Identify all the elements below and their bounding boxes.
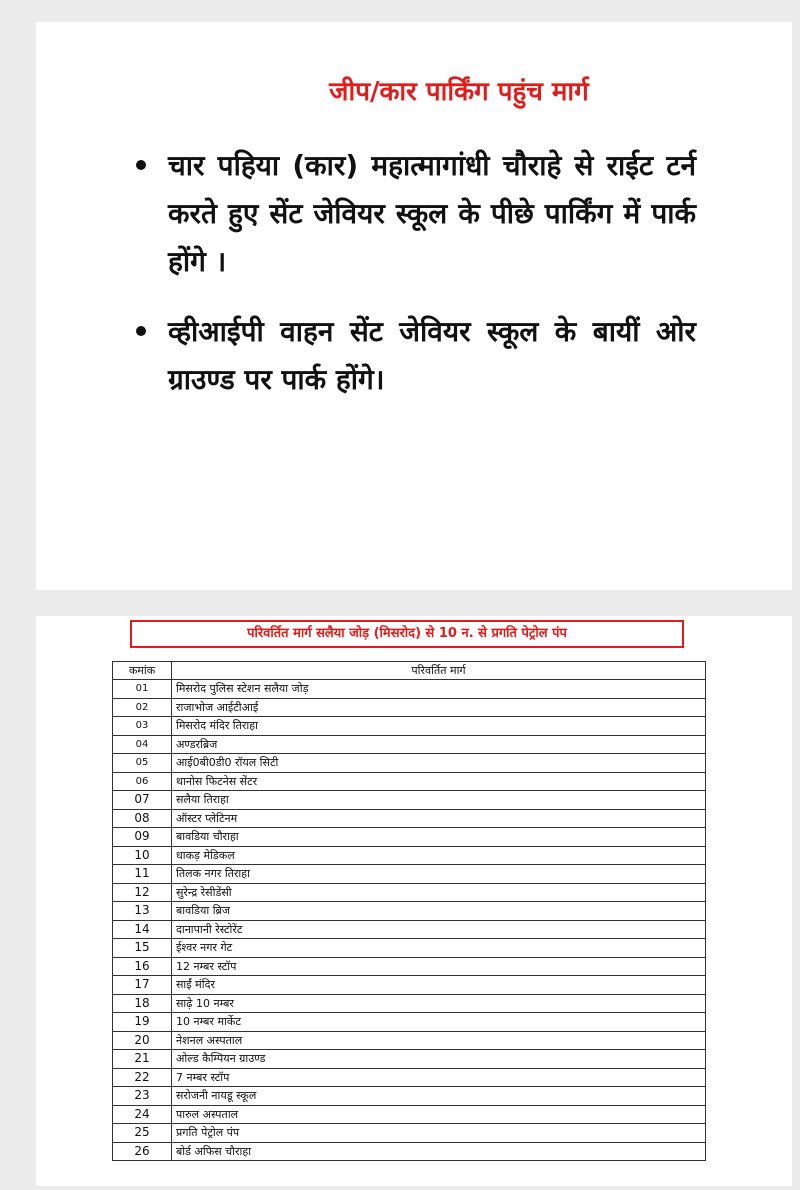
serial-number: 13 <box>113 902 172 921</box>
serial-number: 25 <box>113 1124 172 1143</box>
route-name: सलैया तिराहा <box>172 791 706 810</box>
table-row <box>113 1068 706 1087</box>
table-row <box>113 883 706 902</box>
route-rows <box>113 680 706 1161</box>
serial-number: 06 <box>113 772 172 791</box>
table-header-row <box>113 662 706 680</box>
table-row <box>113 957 706 976</box>
table-row <box>113 1142 706 1161</box>
table-row <box>113 902 706 921</box>
header-route: परिवर्तित मार्ग <box>172 662 706 680</box>
route-name: तिलक नगर तिराहा <box>172 865 706 884</box>
serial-number: 04 <box>113 735 172 754</box>
serial-number: 11 <box>113 865 172 884</box>
serial-number: 21 <box>113 1050 172 1069</box>
serial-number: 17 <box>113 976 172 995</box>
route-name: थानोस फिटनेस सेंटर <box>172 772 706 791</box>
table-row <box>113 994 706 1013</box>
route-name: ईश्वर नगर गेट <box>172 939 706 958</box>
table-row <box>113 809 706 828</box>
table-row <box>113 754 706 773</box>
route-name: राजाभोज आईटीआई <box>172 698 706 717</box>
route-heading: परिवर्तित मार्ग सलैया जोड़ (मिसरोद) से 10 न. से प्रगति पेट्रोल पंप <box>130 620 684 648</box>
route-name: 7 नम्बर स्टॉप <box>172 1068 706 1087</box>
serial-number: 23 <box>113 1087 172 1106</box>
serial-number: 16 <box>113 957 172 976</box>
table-row <box>113 1050 706 1069</box>
route-name: अण्डरब्रिज <box>172 735 706 754</box>
slide-title: जीप/कार पार्किंग पहुंच मार्ग <box>329 77 589 107</box>
route-name: सरोजनी नायडू स्कूल <box>172 1087 706 1106</box>
table-row <box>113 865 706 884</box>
table-row <box>113 717 706 736</box>
serial-number: 22 <box>113 1068 172 1087</box>
route-name: नेशनल अस्पताल <box>172 1031 706 1050</box>
serial-number: 20 <box>113 1031 172 1050</box>
route-name: ओल्ड कैम्पियन ग्राउण्ड <box>172 1050 706 1069</box>
table-row <box>113 976 706 995</box>
serial-number: 03 <box>113 717 172 736</box>
route-name: बावडिया ब्रिज <box>172 902 706 921</box>
header-serial: कमांक <box>113 662 172 680</box>
bullet-item <box>136 308 696 404</box>
table-row <box>113 680 706 699</box>
route-name: साईं मंदिर <box>172 976 706 995</box>
route-table <box>112 661 706 1161</box>
table-row <box>113 772 706 791</box>
route-name: बावडिया चौराहा <box>172 828 706 847</box>
table-row <box>113 698 706 717</box>
table-row <box>113 1087 706 1106</box>
table-row <box>113 846 706 865</box>
route-slide <box>36 616 792 1186</box>
bullet-dot-icon <box>136 326 146 336</box>
route-name: 10 नम्बर मार्केट <box>172 1013 706 1032</box>
route-name: मिसरोद मंदिर तिराहा <box>172 717 706 736</box>
route-name: मिसरोद पुलिस स्टेशन सलैया जोड़ <box>172 680 706 699</box>
table-row <box>113 1105 706 1124</box>
table-row <box>113 828 706 847</box>
table-row <box>113 1124 706 1143</box>
serial-number: 12 <box>113 883 172 902</box>
route-name: 12 नम्बर स्टॉप <box>172 957 706 976</box>
table-row <box>113 939 706 958</box>
serial-number: 15 <box>113 939 172 958</box>
table-row <box>113 1013 706 1032</box>
serial-number: 05 <box>113 754 172 773</box>
serial-number: 07 <box>113 791 172 810</box>
serial-number: 09 <box>113 828 172 847</box>
route-name: दानापानी रेस्टोरेंट <box>172 920 706 939</box>
serial-number: 19 <box>113 1013 172 1032</box>
route-name: पारुल अस्पताल <box>172 1105 706 1124</box>
route-name: साढ़े 10 नम्बर <box>172 994 706 1013</box>
table-row <box>113 735 706 754</box>
serial-number: 08 <box>113 809 172 828</box>
bullet-text: व्हीआईपी वाहन सेंट जेवियर स्कूल के बायीं ओर ग्राउण्ड पर पार्क होंगे। <box>168 315 696 396</box>
serial-number: 10 <box>113 846 172 865</box>
route-name: ऑस्टर प्लेटिनम <box>172 809 706 828</box>
table-row <box>113 791 706 810</box>
bullet-dot-icon <box>136 160 146 170</box>
bullet-text: चार पहिया (कार) महात्मागांधी चौराहे से राईट टर्न करते हुए सेंट जेवियर स्कूल के पीछे पार्किंग में पार्क होंगे । <box>168 149 696 278</box>
serial-number: 24 <box>113 1105 172 1124</box>
route-name: धाकड़ मेडिकल <box>172 846 706 865</box>
route-name: प्रगति पेट्रोल पंप <box>172 1124 706 1143</box>
table-row <box>113 1031 706 1050</box>
serial-number: 01 <box>113 680 172 699</box>
serial-number: 26 <box>113 1142 172 1161</box>
parking-slide <box>36 22 792 590</box>
serial-number: 02 <box>113 698 172 717</box>
bullet-list <box>136 142 696 426</box>
bullet-item <box>136 142 696 286</box>
route-name: बोर्ड अफिस चौराहा <box>172 1142 706 1161</box>
serial-number: 18 <box>113 994 172 1013</box>
route-name: आई0बी0डी0 रॉयल सिटी <box>172 754 706 773</box>
serial-number: 14 <box>113 920 172 939</box>
route-name: सुरेन्द्र रेसीडेंसी <box>172 883 706 902</box>
table-row <box>113 920 706 939</box>
